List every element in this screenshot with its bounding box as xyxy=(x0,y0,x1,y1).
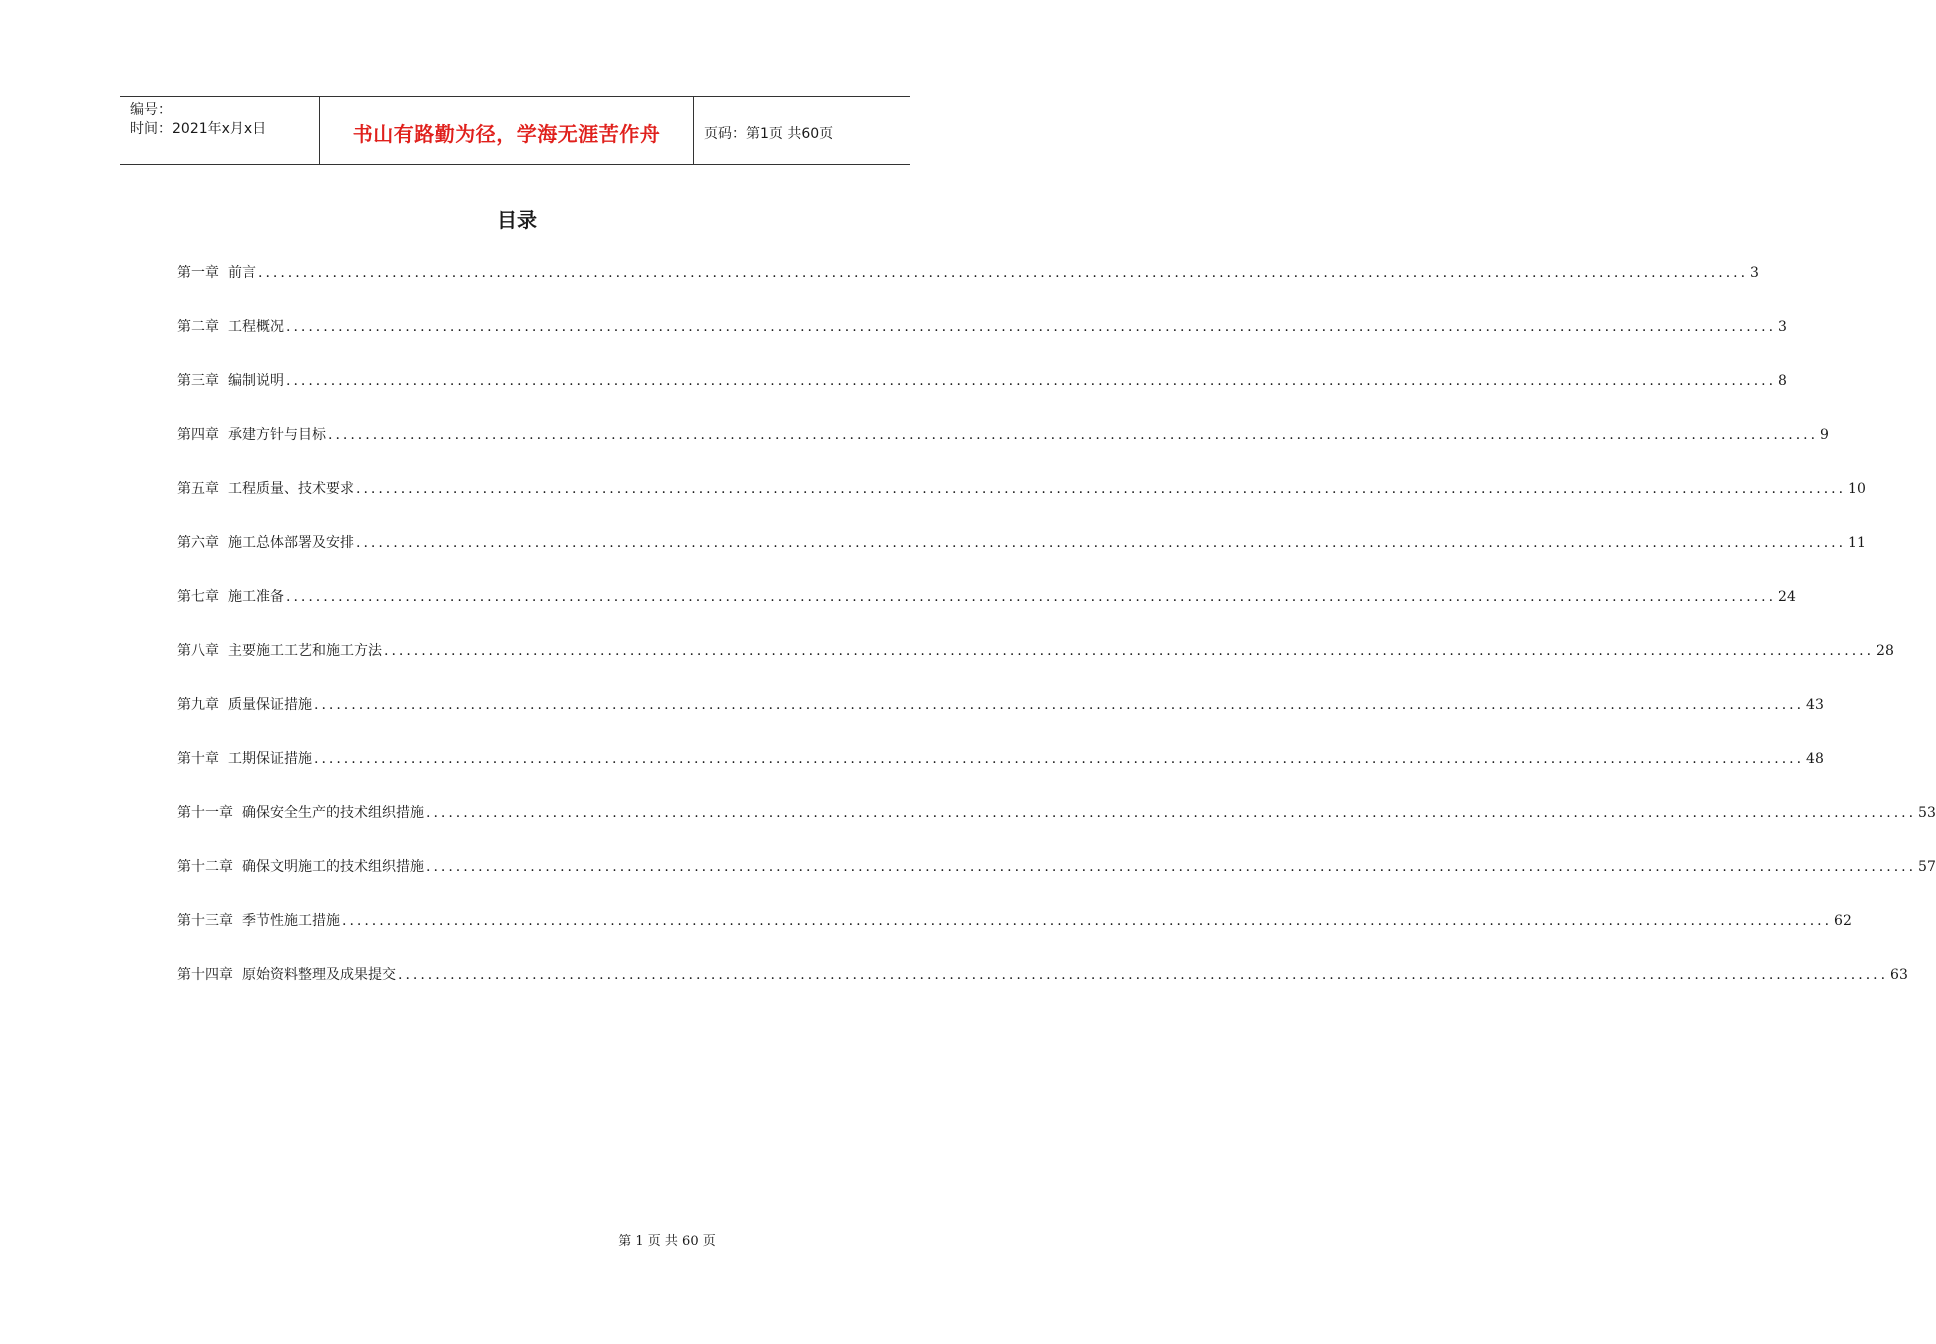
toc-chapter-number: 第七章 xyxy=(177,589,219,605)
toc-page-number: 43 xyxy=(1806,697,1824,713)
toc-entry[interactable] xyxy=(177,370,1787,424)
toc-chapter-title: 施工准备 xyxy=(228,589,284,605)
toc-chapter-number: 第五章 xyxy=(177,481,219,497)
toc-chapter-number: 第三章 xyxy=(177,373,219,389)
toc-page-number: 3 xyxy=(1778,319,1787,335)
motto-text: 书山有路勤为径，学海无涯苦作舟 xyxy=(352,122,661,146)
toc-leader-dots: ........................................................................................................................................................................................................ xyxy=(314,697,1805,713)
toc-leader-dots: ........................................................................................................................................................................................................ xyxy=(384,643,1875,659)
toc-title: 目录 xyxy=(497,208,537,232)
toc-entry[interactable] xyxy=(177,478,1866,532)
toc-chapter-number: 第十二章 xyxy=(177,859,233,875)
toc-chapter-title: 季节性施工措施 xyxy=(242,913,340,929)
toc-chapter-title: 确保安全生产的技术组织措施 xyxy=(242,805,424,821)
toc-chapter-number: 第十三章 xyxy=(177,913,233,929)
header-page-info xyxy=(694,97,910,164)
toc-chapter-number: 第十章 xyxy=(177,751,219,767)
toc-leader-dots: ........................................................................................................................................................................................................ xyxy=(426,805,1917,821)
toc-chapter-title: 编制说明 xyxy=(228,373,284,389)
toc-entry[interactable] xyxy=(177,856,1936,910)
toc-chapter-number: 第二章 xyxy=(177,319,219,335)
toc-page-number: 3 xyxy=(1750,265,1759,281)
toc-chapter-title: 原始资料整理及成果提交 xyxy=(242,967,396,983)
toc-leader-dots: ........................................................................................................................................................................................................ xyxy=(356,481,1847,497)
toc-leader-dots: ........................................................................................................................................................................................................ xyxy=(426,859,1917,875)
toc-chapter-title: 主要施工工艺和施工方法 xyxy=(228,643,382,659)
toc-page-number: 11 xyxy=(1848,535,1866,551)
toc-chapter-title: 确保文明施工的技术组织措施 xyxy=(242,859,424,875)
toc-chapter-number: 第六章 xyxy=(177,535,219,551)
header-motto-cell xyxy=(320,97,694,164)
toc-chapter-number: 第九章 xyxy=(177,697,219,713)
toc-chapter-title: 工期保证措施 xyxy=(228,751,312,767)
toc-entry[interactable] xyxy=(177,802,1936,856)
toc-entry[interactable] xyxy=(177,748,1824,802)
toc-entry[interactable] xyxy=(177,586,1796,640)
toc-entry[interactable] xyxy=(177,262,1759,316)
time-label: 时间：2021年x月x日 xyxy=(130,121,267,137)
toc-chapter-number: 第十一章 xyxy=(177,805,233,821)
toc-entry[interactable] xyxy=(177,910,1852,964)
toc-chapter-title: 工程概况 xyxy=(228,319,284,335)
toc-leader-dots: ........................................................................................................................................................................................................ xyxy=(286,373,1777,389)
toc-chapter-number: 第十四章 xyxy=(177,967,233,983)
toc-entry[interactable] xyxy=(177,964,1908,1018)
toc-entry[interactable] xyxy=(177,424,1829,478)
toc-page-number: 28 xyxy=(1876,643,1894,659)
toc-leader-dots: ........................................................................................................................................................................................................ xyxy=(314,751,1805,767)
toc-page-number: 9 xyxy=(1820,427,1829,443)
toc-leader-dots: ........................................................................................................................................................................................................ xyxy=(258,265,1749,281)
toc-chapter-title: 工程质量、技术要求 xyxy=(228,481,354,497)
toc-leader-dots: ........................................................................................................................................................................................................ xyxy=(286,589,1777,605)
toc-chapter-title: 承建方针与目标 xyxy=(228,427,326,443)
toc-chapter-title: 前言 xyxy=(228,265,256,281)
header-meta xyxy=(120,97,320,164)
toc-leader-dots: ........................................................................................................................................................................................................ xyxy=(328,427,1819,443)
toc-chapter-title: 质量保证措施 xyxy=(228,697,312,713)
toc-page-number: 57 xyxy=(1918,859,1936,875)
toc-chapter-number: 第四章 xyxy=(177,427,219,443)
toc-page-number: 8 xyxy=(1778,373,1787,389)
toc-leader-dots: ........................................................................................................................................................................................................ xyxy=(356,535,1847,551)
toc-page-number: 48 xyxy=(1806,751,1824,767)
toc-list xyxy=(177,262,1936,1018)
page-info-text: 页码：第1页 共60页 xyxy=(704,125,834,142)
toc-entry[interactable] xyxy=(177,316,1787,370)
toc-leader-dots: ........................................................................................................................................................................................................ xyxy=(286,319,1777,335)
toc-page-number: 10 xyxy=(1848,481,1866,497)
toc-entry[interactable] xyxy=(177,694,1824,748)
toc-entry[interactable] xyxy=(177,640,1894,694)
toc-leader-dots: ........................................................................................................................................................................................................ xyxy=(342,913,1833,929)
page-footer: 第 1 页 共 60 页 xyxy=(618,1234,716,1249)
toc-chapter-number: 第八章 xyxy=(177,643,219,659)
toc-page-number: 24 xyxy=(1778,589,1796,605)
toc-page-number: 53 xyxy=(1918,805,1936,821)
code-label: 编号： xyxy=(130,102,172,118)
toc-page-number: 62 xyxy=(1834,913,1852,929)
toc-leader-dots: ........................................................................................................................................................................................................ xyxy=(398,967,1889,983)
toc-chapter-number: 第一章 xyxy=(177,265,219,281)
toc-page-number: 63 xyxy=(1890,967,1908,983)
toc-entry[interactable] xyxy=(177,532,1866,586)
toc-chapter-title: 施工总体部署及安排 xyxy=(228,535,354,551)
page-header xyxy=(120,96,910,165)
